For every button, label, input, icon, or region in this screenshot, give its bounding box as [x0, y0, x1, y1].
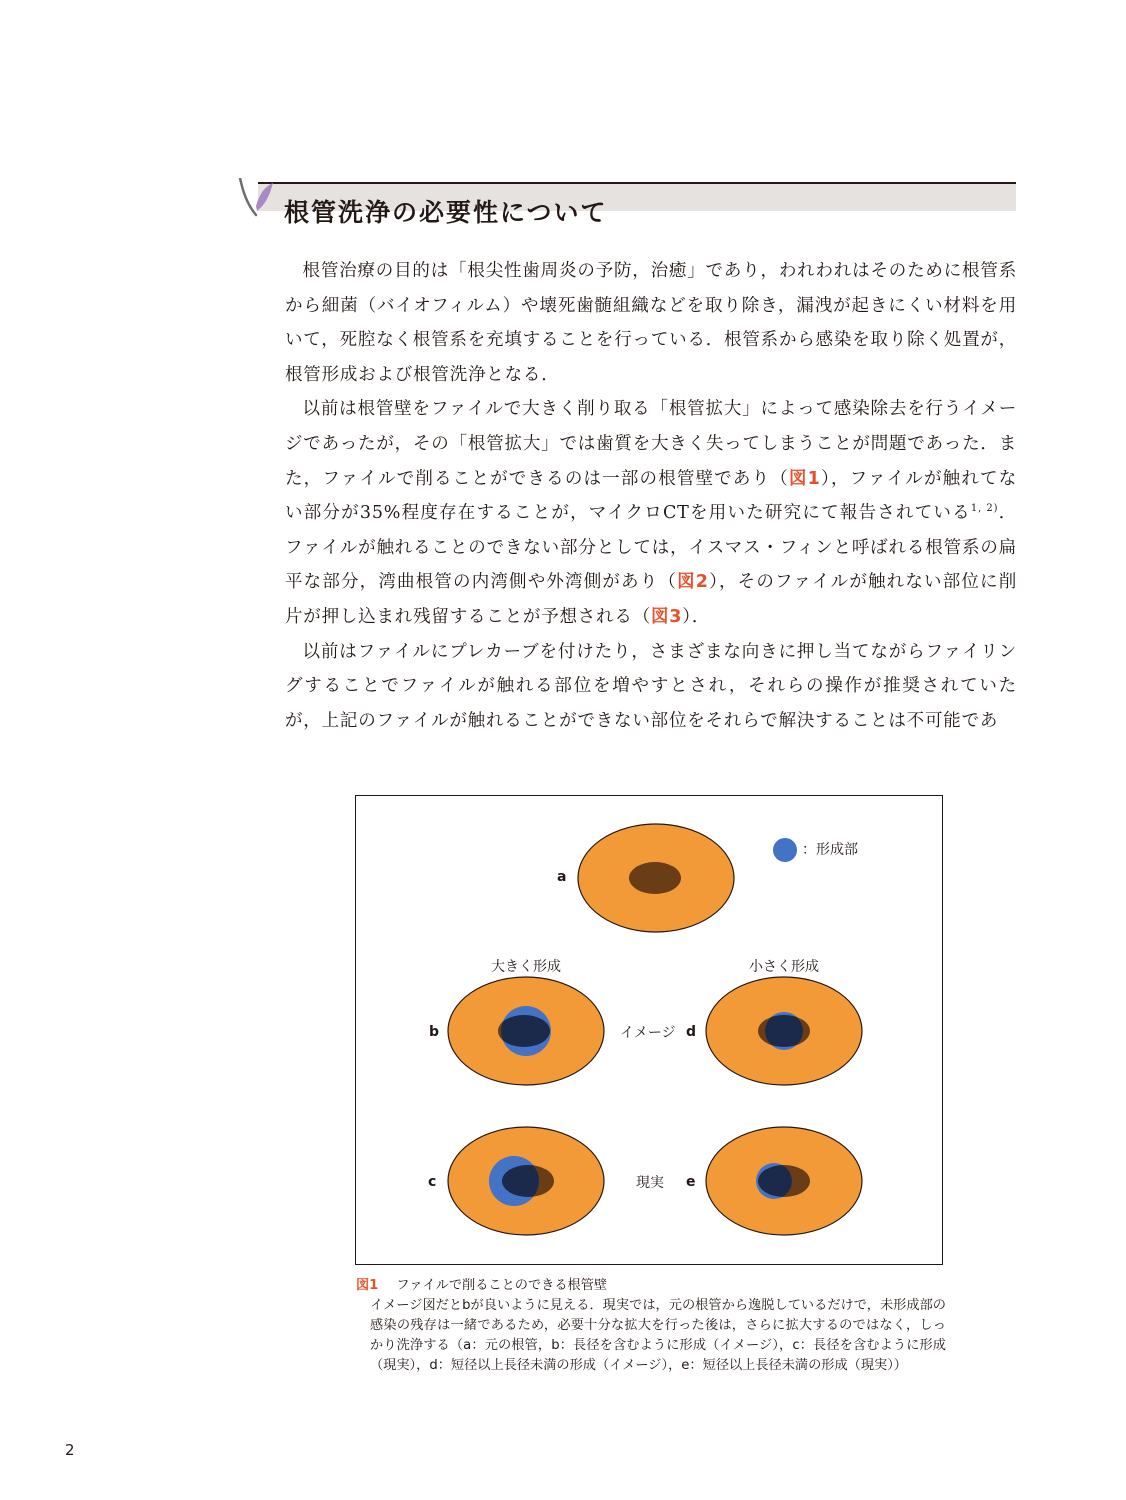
figure-1-reference: 図1 [788, 468, 821, 489]
paragraph-2-part-e: ）． [682, 606, 711, 627]
legend-formed-swatch [773, 838, 797, 862]
body-text [285, 254, 1017, 738]
section-header [236, 178, 1016, 226]
paragraph-2 [285, 392, 1017, 634]
section-title: 根管洗浄の必要性について [284, 198, 608, 227]
row-label-real: 現実 [636, 1175, 664, 1191]
figure-1-caption [356, 1276, 946, 1376]
paragraph-3: 以前はファイルにプレカーブを付けたり，さまざまな向きに押し当てながらファイリングすることでファイルが触れる部位を増やすとされ，それらの操作が推奨されていたが，上記のファイルが触れることができない部位をそれらで解決することは不可能であ [285, 641, 1017, 731]
paragraph-2-part-b: ），ファイルが触れてない部分が35%程度存在することが，マイクロCTを用いた研究にて報告されている [285, 468, 1018, 524]
label-c: c [428, 1174, 437, 1190]
caption-text: イメージ図だとbが良いように見える．現実では，元の根管から逸脱しているだけで，未形成部の感染の残存は一緒であるため，必要十分な拡大を行った後は，さらに拡大するのではなく，しっかり洗浄する（a：元の根管，b：長径を含むように形成（イメージ），c：長径を含むように形成（現実），d：短径以上長径未満の形成（イメージ），e：短径以上長径未満の形成（現実）） [370, 1298, 946, 1373]
canal-a [629, 862, 681, 894]
caption-label: 図1 [356, 1278, 379, 1293]
label-b: b [429, 1024, 440, 1040]
header-leaf-icon [236, 178, 280, 226]
label-e: e [686, 1174, 696, 1190]
paragraph-2-part-d: ），そのファイルが触れない部位に削片が押し込まれ残留することが予想される（ [285, 572, 1017, 627]
label-a: a [557, 869, 567, 885]
row-label-image: イメージ [620, 1025, 676, 1041]
figure-1 [355, 795, 943, 1265]
figure-1-diagram [356, 796, 944, 1266]
legend-formed-label: ：形成部 [802, 842, 858, 858]
heading-small-formation: 小さく形成 [749, 959, 819, 975]
paragraph-2-part-a: 以前は根管壁をファイルで大きく削り取る「根管拡大」によって感染除去を行うイメージであったが，その「根管拡大」では歯質を大きく失ってしまうことが問題であった．また，ファイルで削ることができるのは一部の根管壁であり（ [285, 399, 1017, 489]
figure-2-reference: 図2 [677, 572, 709, 593]
label-d: d [686, 1024, 697, 1040]
heading-large-formation: 大きく形成 [491, 959, 561, 975]
overlap-d [765, 1012, 803, 1050]
paragraph-2-part-c: ．ファイルが触れることのできない部分としては，イスマス・フィンと呼ばれる根管系の扁平な部分，湾曲根管の内湾側や外湾側があり（ [285, 503, 1018, 593]
page-number: 2 [65, 1441, 75, 1459]
citation: 1, 2) [970, 503, 999, 515]
caption-title: ファイルで削ることのできる根管壁 [396, 1278, 608, 1293]
figure-3-reference: 図3 [651, 606, 683, 627]
paragraph-1: 根管治療の目的は「根尖性歯周炎の予防，治癒」であり，われわれはそのために根管系から細菌（バイオフィルム）や壊死歯髄組織などを取り除き，漏洩が起きにくい材料を用いて，死腔なく根管系を充填することを行っている．根管系から感染を取り除く処置が，根管形成および根管洗浄となる． [285, 261, 1017, 385]
